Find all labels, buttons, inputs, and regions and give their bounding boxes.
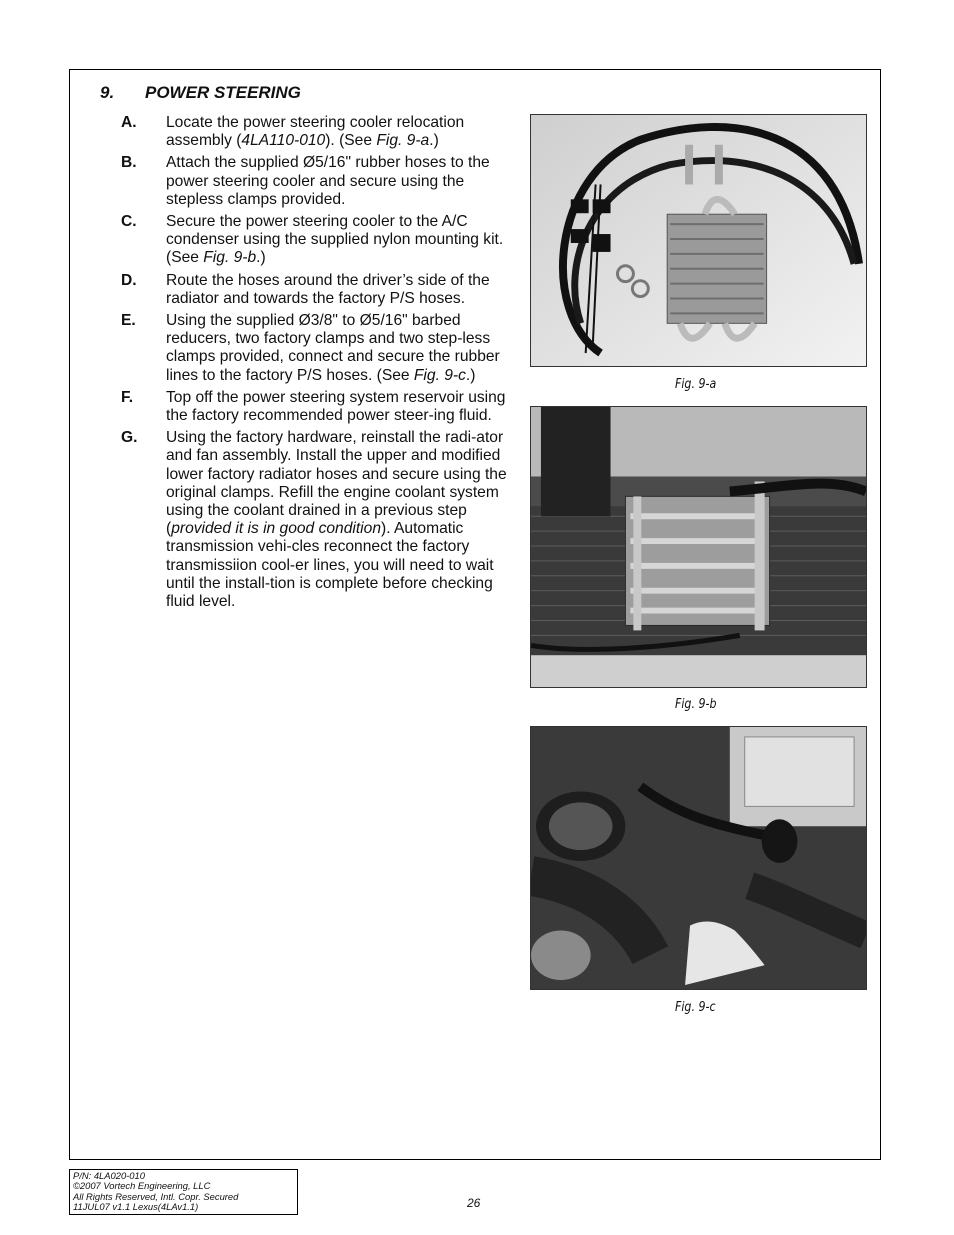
figure-9c-caption: Fig. 9-c [675,1000,716,1015]
text-run: Route the hoses around the driver’s side of the radiator and towards the factory P/S hoses. [166,271,490,307]
instruction-steps [121,114,519,615]
step-a [121,114,519,150]
step-letter: B. [121,154,137,172]
step-b [121,154,519,209]
step-c [121,213,519,268]
step-text [166,389,519,425]
page-number: 26 [467,1196,481,1210]
step-letter: F. [121,388,134,406]
step-letter: E. [121,312,136,330]
text-run: .) [465,366,476,384]
step-text [166,429,519,611]
italic-reference: Fig. 9-a [376,132,430,150]
step-f [121,389,519,425]
step-letter: G. [121,429,138,447]
text-run: Using the supplied Ø3/8" to Ø5/16" barbed reducers, two factory clamps and two step-less clamps provided, connect and secure the rubber lines to the factory P/S hoses. (See [166,312,500,384]
section-heading [100,83,301,103]
step-text [166,272,519,308]
step-g [121,429,519,611]
text-run: .) [429,132,439,150]
italic-reference: 4LA110-010 [241,132,326,150]
figure-9a-caption: Fig. 9-a [675,377,717,392]
figure-9c-photo [530,726,867,990]
step-letter: A. [121,114,137,131]
italic-reference: provided it is in good condition [171,520,381,538]
figure-9b-caption: Fig. 9-b [675,697,717,712]
step-text [166,154,519,209]
section-number: 9. [100,83,115,102]
footer-version: 11JUL07 v1.1 Lexus(4LAv1.1) [73,1201,199,1213]
text-run: ). (See [325,132,377,150]
figure-9b-photo [530,406,867,688]
section-title: POWER STEERING [145,83,301,102]
figure-9a-photo [530,114,867,367]
step-letter: C. [121,213,137,231]
text-run: Using the factory hardware, reinstall the radi-ator and fan assembly. Install the upper and modified lower factory radiator hoses and secure using the original clamps. Refill the engine coolant system using the coolant drained in a previous step ( [166,429,507,538]
step-text [166,312,519,385]
step-letter: D. [121,271,137,289]
step-text [166,213,519,268]
text-run: .) [256,249,266,267]
footer-part-number: P/N: 4LA020-010 [73,1170,145,1181]
step-text [166,114,519,150]
step-e [121,312,519,385]
text-run: Secure the power steering cooler to the A/C condenser using the supplied nylon mounting kit. (See [166,213,504,267]
footer-info-box [69,1169,298,1215]
italic-reference: Fig. 9-c [413,366,466,384]
step-d [121,272,519,308]
italic-reference: Fig. 9-b [203,249,257,267]
text-run: ). Automatic transmission vehi-cles reconnect the factory transmissiion cool-er lines, you will need to wait until the install-tion is complete before checking fluid level. [166,520,494,611]
text-run: Top off the power steering system reservoir using the factory recommended power steer-ing fluid. [166,388,506,425]
footer-copyright: ©2007 Vortech Engineering, LLC [73,1180,211,1192]
text-run: Locate the power steering cooler relocation assembly ( [166,114,465,150]
footer-rights: All Rights Reserved, Intl. Copr. Secured [73,1190,239,1202]
text-run: Attach the supplied Ø5/16" rubber hoses to the power steering cooler and secure using the stepless clamps provided. [166,154,490,208]
